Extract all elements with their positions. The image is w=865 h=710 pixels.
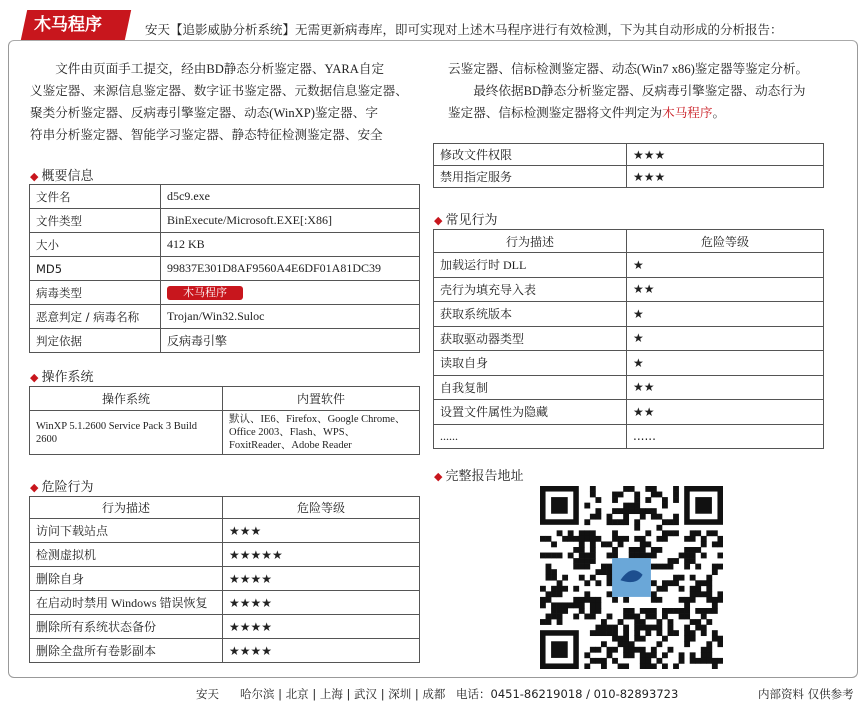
table-row	[30, 185, 420, 209]
danger-level: ★★★★	[223, 615, 420, 639]
desc-line	[448, 102, 840, 124]
common-title: 常见行为	[445, 213, 498, 228]
behavior-desc: 设置文件属性为隐藏	[434, 400, 627, 425]
danger-level: ★★★	[627, 166, 824, 188]
table-row	[30, 639, 420, 663]
footer-company: 安天	[196, 687, 219, 701]
desc-text: 鉴定器、信标检测鉴定器将文件判定为	[448, 106, 663, 120]
danger-table	[29, 496, 420, 663]
diamond-icon: ◆	[434, 470, 443, 483]
danger-level: ★	[627, 326, 824, 351]
overview-key: 判定依据	[30, 329, 161, 353]
table-row	[30, 519, 420, 543]
behavior-desc: 删除全盘所有卷影副本	[30, 639, 223, 663]
common-col-level: 危险等级	[627, 230, 824, 253]
behavior-desc: 删除所有系统状态备份	[30, 615, 223, 639]
desc-line: 符串分析鉴定器、智能学习鉴定器、静态特征检测鉴定器、安全	[30, 128, 383, 142]
table-row	[434, 400, 824, 425]
description-left	[30, 58, 422, 146]
table-row	[30, 209, 420, 233]
danger-cont-table	[433, 143, 824, 188]
verdict-highlight: 木马程序	[662, 106, 713, 120]
os-title: 操作系统	[41, 370, 94, 385]
os-col-header: 操作系统	[30, 387, 223, 411]
overview-value: BinExecute/Microsoft.EXE[:X86]	[161, 209, 420, 233]
danger-heading	[30, 476, 93, 495]
table-row	[434, 277, 824, 302]
danger-level: ★	[627, 253, 824, 278]
danger-level: ★★★★	[223, 567, 420, 591]
danger-level: ★★★	[627, 144, 824, 166]
danger-level: ★★★★★	[223, 543, 420, 567]
common-col-desc: 行为描述	[434, 230, 627, 253]
behavior-desc: 在启动时禁用 Windows 错误恢复	[30, 591, 223, 615]
table-row	[30, 305, 420, 329]
overview-value: 412 KB	[161, 233, 420, 257]
behavior-desc: 壳行为填充导入表	[434, 277, 627, 302]
software-value: 默认、IE6、Firefox、Google Chrome、Office 2003、Flash、WPS、FoxitReader、Adobe Reader	[223, 411, 420, 455]
diamond-icon: ◆	[30, 170, 39, 183]
overview-key: 恶意判定 / 病毒名称	[30, 305, 161, 329]
table-row	[30, 233, 420, 257]
overview-table	[29, 184, 420, 353]
behavior-desc: ......	[434, 424, 627, 449]
footer-note: 内部资料 仅供参考	[758, 687, 854, 701]
intro-text: 安天【追影威胁分析系统】无需更新病毒库，即可实现对上述木马程序进行有效检测，下为其自动形成的分析报告：	[145, 22, 783, 37]
table-row	[434, 424, 824, 449]
behavior-desc: 加载运行时 DLL	[434, 253, 627, 278]
diamond-icon: ◆	[434, 214, 443, 227]
overview-value: 99837E301D8AF9560A4E6DF01A81DC39	[161, 257, 420, 281]
desc-line: 义鉴定器、来源信息鉴定器、数字证书鉴定器、元数据信息鉴定器、	[30, 84, 408, 98]
overview-key: 病毒类型	[30, 281, 161, 305]
danger-level: ★★	[627, 375, 824, 400]
behavior-desc: 读取自身	[434, 351, 627, 376]
desc-text: 。	[712, 106, 726, 120]
table-row	[30, 543, 420, 567]
danger-col-desc: 行为描述	[30, 497, 223, 519]
desc-line: 最终依据BD静态分析鉴定器、反病毒引擎鉴定器、动态行为	[473, 84, 806, 98]
table-row	[434, 326, 824, 351]
danger-level: ★★★★	[223, 639, 420, 663]
table-row	[30, 567, 420, 591]
overview-value: 反病毒引擎	[161, 329, 420, 353]
danger-level: ★★	[627, 400, 824, 425]
behavior-desc: 修改文件权限	[434, 144, 627, 166]
danger-level: ★★★	[223, 519, 420, 543]
common-heading	[434, 209, 497, 228]
table-row	[30, 257, 420, 281]
danger-level: ★★★★	[223, 591, 420, 615]
behavior-desc: 获取驱动器类型	[434, 326, 627, 351]
table-row	[434, 375, 824, 400]
table-row	[434, 351, 824, 376]
overview-key: MD5	[30, 257, 161, 281]
description-right	[448, 58, 840, 124]
danger-level: ★	[627, 351, 824, 376]
danger-title: 危险行为	[41, 480, 94, 495]
os-heading	[30, 366, 93, 385]
table-row	[434, 166, 824, 188]
diamond-icon: ◆	[30, 371, 39, 384]
report-title: 完整报告地址	[445, 469, 524, 484]
diamond-icon: ◆	[30, 481, 39, 494]
desc-line: 云鉴定器、信标检测鉴定器、动态(Win7 x86)鉴定器等鉴定分析。	[448, 62, 809, 76]
footer-phone: 电话：0451-86219018 / 010-82893723	[456, 687, 679, 701]
overview-key: 文件类型	[30, 209, 161, 233]
behavior-desc: 禁用指定服务	[434, 166, 627, 188]
category-tag-label: 木马程序	[34, 15, 102, 35]
category-tag	[21, 10, 131, 40]
virus-type-badge: 木马程序	[167, 286, 243, 300]
os-table	[29, 386, 420, 455]
danger-level: ★	[627, 302, 824, 327]
table-row	[434, 302, 824, 327]
table-row	[434, 253, 824, 278]
desc-line: 聚类分析鉴定器、反病毒引擎鉴定器、动态(WinXP)鉴定器、字	[30, 106, 378, 120]
behavior-desc: 访问下载站点	[30, 519, 223, 543]
behavior-desc: 获取系统版本	[434, 302, 627, 327]
behavior-desc: 删除自身	[30, 567, 223, 591]
danger-col-level: 危险等级	[223, 497, 420, 519]
footer-cities: 哈尔滨 | 北京 | 上海 | 武汉 | 深圳 | 成都	[240, 687, 446, 701]
overview-value: d5c9.exe	[161, 185, 420, 209]
overview-heading	[30, 165, 93, 184]
overview-key: 文件名	[30, 185, 161, 209]
overview-key: 大小	[30, 233, 161, 257]
table-row	[30, 591, 420, 615]
qr-code-image[interactable]	[540, 486, 723, 669]
behavior-desc: 检测虚拟机	[30, 543, 223, 567]
table-row	[434, 144, 824, 166]
overview-title: 概要信息	[41, 169, 94, 184]
common-table	[433, 229, 824, 449]
desc-line: 文件由页面手工提交，经由BD静态分析鉴定器、YARA自定	[55, 62, 385, 76]
table-row	[30, 615, 420, 639]
table-row	[30, 281, 420, 305]
report-heading	[434, 465, 523, 484]
software-col-header: 内置软件	[223, 387, 420, 411]
overview-value: Trojan/Win32.Suloc	[161, 305, 420, 329]
os-value: WinXP 5.1.2600 Service Pack 3 Build 2600	[30, 411, 223, 455]
table-row	[30, 329, 420, 353]
behavior-desc: 自我复制	[434, 375, 627, 400]
danger-level: ......	[627, 424, 824, 449]
overview-value	[161, 281, 420, 305]
danger-level: ★★	[627, 277, 824, 302]
